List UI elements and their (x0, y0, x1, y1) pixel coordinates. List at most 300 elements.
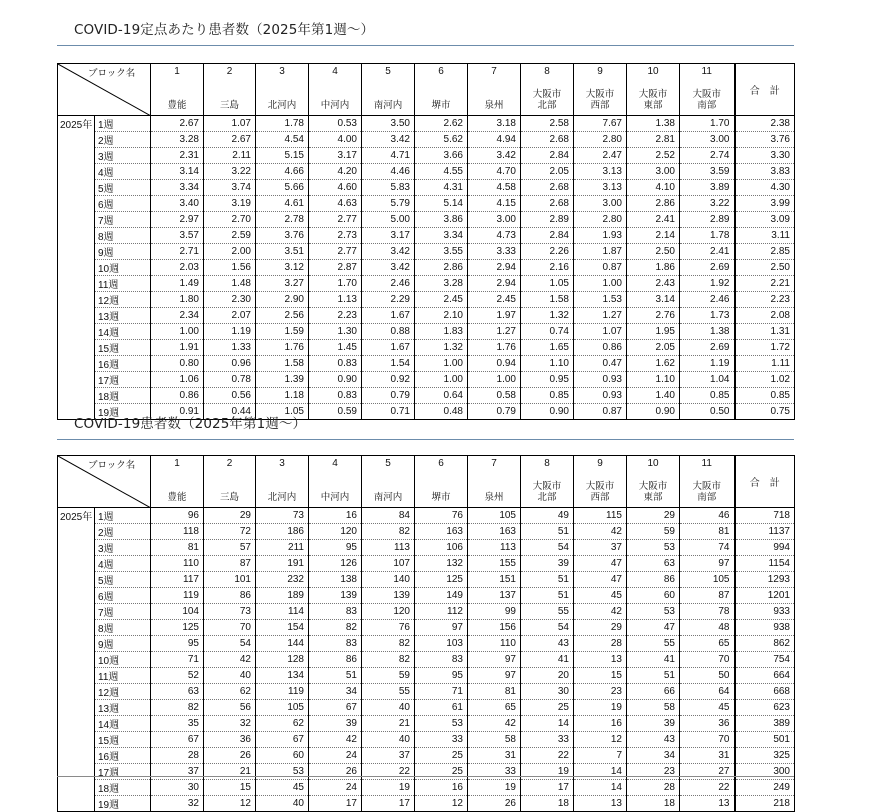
column-number: 10 (647, 458, 659, 469)
value-cell: 2.26 (521, 244, 574, 260)
column-header (204, 64, 256, 116)
value-cell: 2.69 (680, 260, 735, 276)
week-cell: 6週 (95, 196, 151, 212)
column-name: 大阪市 (638, 481, 668, 492)
week-cell: 9週 (95, 636, 151, 652)
value-cell: 2.76 (627, 308, 680, 324)
value-cell: 82 (151, 700, 204, 716)
value-cell: 1.00 (415, 356, 468, 372)
column-number: 7 (491, 458, 497, 469)
value-cell: 51 (521, 588, 574, 604)
year-cell (58, 308, 95, 324)
value-cell: 1.87 (574, 244, 627, 260)
table-row (58, 780, 795, 796)
value-cell: 1.67 (362, 308, 415, 324)
year-cell (58, 196, 95, 212)
rate-table (57, 63, 795, 420)
value-cell: 4.71 (362, 148, 415, 164)
corner-header (58, 456, 151, 508)
column-name: 大阪市 (532, 481, 562, 492)
value-cell: 40 (362, 700, 415, 716)
value-cell: 156 (468, 620, 521, 636)
value-cell: 1.10 (627, 372, 680, 388)
column-header (362, 456, 415, 508)
total-cell: 1.72 (735, 340, 795, 356)
value-cell: 125 (415, 572, 468, 588)
value-cell: 5.66 (256, 180, 309, 196)
value-cell: 83 (415, 652, 468, 668)
column-header (574, 64, 627, 116)
column-name: 西部 (590, 100, 610, 111)
value-cell: 1.80 (151, 292, 204, 308)
year-cell (58, 732, 95, 748)
value-cell: 0.64 (415, 388, 468, 404)
value-cell: 0.71 (362, 404, 415, 420)
total-cell: 1.31 (735, 324, 795, 340)
value-cell: 19 (468, 780, 521, 796)
value-cell: 12 (574, 732, 627, 748)
value-cell: 4.31 (415, 180, 468, 196)
value-cell: 33 (468, 764, 521, 780)
value-cell: 0.80 (151, 356, 204, 372)
value-cell: 0.59 (309, 404, 362, 420)
column-name: 大阪市 (638, 89, 668, 100)
value-cell: 2.86 (415, 260, 468, 276)
value-cell: 1.32 (415, 340, 468, 356)
value-cell: 4.10 (627, 180, 680, 196)
value-cell: 76 (415, 508, 468, 524)
value-cell: 81 (151, 540, 204, 556)
value-cell: 1.70 (680, 116, 735, 132)
value-cell: 0.53 (309, 116, 362, 132)
value-cell: 3.74 (204, 180, 256, 196)
value-cell: 1.30 (309, 324, 362, 340)
value-cell: 186 (256, 524, 309, 540)
table-row (58, 748, 795, 764)
value-cell: 86 (309, 652, 362, 668)
column-number: 11 (701, 458, 712, 469)
value-cell: 4.61 (256, 196, 309, 212)
value-cell: 49 (521, 508, 574, 524)
week-cell: 1週 (95, 116, 151, 132)
value-cell: 1.38 (627, 116, 680, 132)
column-name: 南河内 (373, 100, 403, 111)
value-cell: 3.12 (256, 260, 309, 276)
value-cell: 1.65 (521, 340, 574, 356)
value-cell: 23 (574, 684, 627, 700)
value-cell: 17 (309, 796, 362, 812)
value-cell: 37 (362, 748, 415, 764)
week-cell: 11週 (95, 668, 151, 684)
value-cell: 232 (256, 572, 309, 588)
value-cell: 139 (362, 588, 415, 604)
total-cell: 3.76 (735, 132, 795, 148)
column-name: 豊能 (167, 100, 187, 111)
week-cell: 8週 (95, 620, 151, 636)
total-cell: 4.30 (735, 180, 795, 196)
value-cell: 22 (521, 748, 574, 764)
value-cell: 29 (574, 620, 627, 636)
value-cell: 3.22 (204, 164, 256, 180)
week-cell: 13週 (95, 700, 151, 716)
value-cell: 1.58 (521, 292, 574, 308)
title-underline (57, 45, 794, 46)
year-cell (58, 620, 95, 636)
column-number: 2 (226, 66, 233, 77)
column-name: 北河内 (267, 100, 297, 111)
value-cell: 2.43 (627, 276, 680, 292)
value-cell: 0.87 (574, 260, 627, 276)
table-row (58, 652, 795, 668)
value-cell: 55 (521, 604, 574, 620)
column-name: 中河内 (320, 100, 350, 111)
table-row (58, 388, 795, 404)
value-cell: 2.07 (204, 308, 256, 324)
value-cell: 1.40 (627, 388, 680, 404)
value-cell: 3.50 (362, 116, 415, 132)
value-cell: 2.68 (521, 180, 574, 196)
week-cell: 17週 (95, 764, 151, 780)
column-name: 北部 (537, 100, 557, 111)
value-cell: 2.30 (204, 292, 256, 308)
value-cell: 2.69 (680, 340, 735, 356)
value-cell: 51 (627, 668, 680, 684)
value-cell: 25 (415, 748, 468, 764)
value-cell: 54 (521, 540, 574, 556)
value-cell: 0.86 (574, 340, 627, 356)
column-header (521, 64, 574, 116)
column-header (256, 64, 309, 116)
table-row (58, 148, 795, 164)
value-cell: 70 (680, 732, 735, 748)
year-cell (58, 540, 95, 556)
value-cell: 53 (627, 604, 680, 620)
year-cell (58, 276, 95, 292)
value-cell: 45 (680, 700, 735, 716)
value-cell: 191 (256, 556, 309, 572)
value-cell: 0.93 (574, 388, 627, 404)
value-cell: 2.45 (468, 292, 521, 308)
value-cell: 105 (680, 572, 735, 588)
table-row (58, 700, 795, 716)
year-cell (58, 260, 95, 276)
year-cell (58, 572, 95, 588)
column-header (468, 64, 521, 116)
column-name: 東部 (643, 492, 663, 503)
week-cell: 2週 (95, 524, 151, 540)
value-cell: 13 (574, 652, 627, 668)
week-cell: 4週 (95, 164, 151, 180)
value-cell: 32 (151, 796, 204, 812)
value-cell: 24 (309, 780, 362, 796)
value-cell: 2.74 (680, 148, 735, 164)
total-cell: 0.85 (735, 388, 795, 404)
value-cell: 2.14 (627, 228, 680, 244)
value-cell: 2.89 (521, 212, 574, 228)
value-cell: 34 (309, 684, 362, 700)
value-cell: 2.94 (468, 276, 521, 292)
value-cell: 1.05 (521, 276, 574, 292)
value-cell: 0.87 (574, 404, 627, 420)
column-header (574, 456, 627, 508)
value-cell: 134 (256, 668, 309, 684)
value-cell: 2.05 (627, 340, 680, 356)
value-cell: 3.42 (362, 244, 415, 260)
value-cell: 1.70 (309, 276, 362, 292)
value-cell: 40 (204, 668, 256, 684)
value-cell: 28 (574, 636, 627, 652)
total-cell: 718 (735, 508, 795, 524)
table-row (58, 540, 795, 556)
total-header: 合 計 (735, 64, 795, 116)
value-cell: 97 (680, 556, 735, 572)
year-cell (58, 556, 95, 572)
value-cell: 3.51 (256, 244, 309, 260)
value-cell: 48 (680, 620, 735, 636)
value-cell: 97 (468, 652, 521, 668)
table-row (58, 668, 795, 684)
value-cell: 86 (204, 588, 256, 604)
value-cell: 1.38 (680, 324, 735, 340)
value-cell: 17 (362, 796, 415, 812)
value-cell: 5.15 (256, 148, 309, 164)
value-cell: 3.13 (574, 164, 627, 180)
value-cell: 27 (680, 764, 735, 780)
year-cell (58, 356, 95, 372)
week-cell: 12週 (95, 292, 151, 308)
value-cell: 139 (309, 588, 362, 604)
week-cell: 3週 (95, 540, 151, 556)
value-cell: 42 (204, 652, 256, 668)
week-cell: 18週 (95, 388, 151, 404)
value-cell: 0.50 (680, 404, 735, 420)
value-cell: 21 (362, 716, 415, 732)
week-cell: 7週 (95, 212, 151, 228)
value-cell: 55 (627, 636, 680, 652)
value-cell: 12 (204, 796, 256, 812)
value-cell: 1.76 (256, 340, 309, 356)
total-cell: 623 (735, 700, 795, 716)
value-cell: 2.41 (627, 212, 680, 228)
value-cell: 3.19 (204, 196, 256, 212)
table-row (58, 212, 795, 228)
value-cell: 117 (151, 572, 204, 588)
column-header (309, 456, 362, 508)
year-cell (58, 324, 95, 340)
value-cell: 24 (309, 748, 362, 764)
value-cell: 84 (362, 508, 415, 524)
year-cell (58, 164, 95, 180)
value-cell: 1.00 (415, 372, 468, 388)
value-cell: 1.27 (468, 324, 521, 340)
table-row (58, 684, 795, 700)
year-cell (58, 780, 95, 796)
value-cell: 70 (204, 620, 256, 636)
value-cell: 53 (415, 716, 468, 732)
value-cell: 16 (309, 508, 362, 524)
total-cell: 325 (735, 748, 795, 764)
year-cell (58, 388, 95, 404)
value-cell: 110 (151, 556, 204, 572)
week-cell: 16週 (95, 748, 151, 764)
value-cell: 2.78 (256, 212, 309, 228)
value-cell: 22 (362, 764, 415, 780)
value-cell: 137 (468, 588, 521, 604)
column-name: 南河内 (373, 492, 403, 503)
value-cell: 67 (309, 700, 362, 716)
value-cell: 19 (574, 700, 627, 716)
value-cell: 118 (151, 524, 204, 540)
value-cell: 0.94 (468, 356, 521, 372)
column-name: 泉州 (484, 492, 504, 503)
value-cell: 16 (415, 780, 468, 796)
value-cell: 52 (151, 668, 204, 684)
column-header (680, 64, 735, 116)
value-cell: 25 (415, 764, 468, 780)
table-row (58, 524, 795, 540)
value-cell: 1.49 (151, 276, 204, 292)
value-cell: 25 (521, 700, 574, 716)
value-cell: 5.79 (362, 196, 415, 212)
value-cell: 42 (468, 716, 521, 732)
value-cell: 23 (627, 764, 680, 780)
value-cell: 0.74 (521, 324, 574, 340)
value-cell: 140 (362, 572, 415, 588)
value-cell: 3.42 (362, 260, 415, 276)
value-cell: 144 (256, 636, 309, 652)
value-cell: 1.19 (204, 324, 256, 340)
value-cell: 2.29 (362, 292, 415, 308)
column-number: 8 (544, 458, 550, 469)
value-cell: 4.94 (468, 132, 521, 148)
total-cell: 2.21 (735, 276, 795, 292)
total-cell: 1.02 (735, 372, 795, 388)
value-cell: 51 (521, 524, 574, 540)
value-cell: 36 (204, 732, 256, 748)
value-cell: 103 (415, 636, 468, 652)
value-cell: 119 (256, 684, 309, 700)
value-cell: 13 (574, 796, 627, 812)
table-row (58, 796, 795, 812)
value-cell: 81 (468, 684, 521, 700)
value-cell: 0.56 (204, 388, 256, 404)
week-cell: 15週 (95, 340, 151, 356)
column-name: 大阪市 (692, 481, 721, 492)
week-cell: 9週 (95, 244, 151, 260)
value-cell: 65 (680, 636, 735, 652)
value-cell: 21 (204, 764, 256, 780)
value-cell: 58 (627, 700, 680, 716)
value-cell: 62 (256, 716, 309, 732)
value-cell: 4.73 (468, 228, 521, 244)
corner-label: ブロック名 (88, 68, 136, 79)
value-cell: 45 (256, 780, 309, 796)
table-row (58, 260, 795, 276)
value-cell: 1.07 (204, 116, 256, 132)
value-cell: 3.17 (309, 148, 362, 164)
value-cell: 87 (204, 556, 256, 572)
column-name: 中河内 (320, 492, 350, 503)
table-row (58, 228, 795, 244)
year-cell: 2025年 (58, 116, 95, 132)
total-cell: 994 (735, 540, 795, 556)
value-cell: 41 (627, 652, 680, 668)
value-cell: 26 (309, 764, 362, 780)
week-cell: 12週 (95, 684, 151, 700)
value-cell: 149 (415, 588, 468, 604)
value-cell: 2.97 (151, 212, 204, 228)
value-cell: 54 (204, 636, 256, 652)
value-cell: 3.55 (415, 244, 468, 260)
value-cell: 3.00 (680, 132, 735, 148)
value-cell: 97 (415, 620, 468, 636)
value-cell: 20 (521, 668, 574, 684)
total-cell: 249 (735, 780, 795, 796)
value-cell: 42 (309, 732, 362, 748)
value-cell: 31 (468, 748, 521, 764)
value-cell: 15 (574, 668, 627, 684)
value-cell: 39 (627, 716, 680, 732)
value-cell: 189 (256, 588, 309, 604)
column-number: 11 (701, 66, 712, 77)
value-cell: 1.13 (309, 292, 362, 308)
value-cell: 97 (468, 668, 521, 684)
value-cell: 3.17 (362, 228, 415, 244)
value-cell: 2.05 (521, 164, 574, 180)
value-cell: 64 (680, 684, 735, 700)
value-cell: 1.27 (574, 308, 627, 324)
value-cell: 3.14 (627, 292, 680, 308)
value-cell: 26 (468, 796, 521, 812)
value-cell: 1.45 (309, 340, 362, 356)
value-cell: 4.00 (309, 132, 362, 148)
value-cell: 1.10 (521, 356, 574, 372)
value-cell: 5.62 (415, 132, 468, 148)
value-cell: 0.92 (362, 372, 415, 388)
value-cell: 4.55 (415, 164, 468, 180)
value-cell: 211 (256, 540, 309, 556)
table-row (58, 588, 795, 604)
value-cell: 1.04 (680, 372, 735, 388)
value-cell: 41 (521, 652, 574, 668)
column-name: 堺市 (431, 100, 451, 111)
value-cell: 53 (256, 764, 309, 780)
bottom-divider (57, 776, 794, 777)
column-name: 泉州 (484, 100, 504, 111)
table-row (58, 732, 795, 748)
value-cell: 19 (521, 764, 574, 780)
value-cell: 1.18 (256, 388, 309, 404)
value-cell: 59 (362, 668, 415, 684)
year-cell (58, 292, 95, 308)
column-name: 大阪市 (692, 89, 721, 100)
week-cell: 18週 (95, 780, 151, 796)
value-cell: 2.10 (415, 308, 468, 324)
year-cell (58, 148, 95, 164)
column-header (256, 456, 309, 508)
value-cell: 45 (574, 588, 627, 604)
value-cell: 66 (627, 684, 680, 700)
week-cell: 15週 (95, 732, 151, 748)
column-number: 10 (647, 66, 659, 77)
year-cell (58, 228, 95, 244)
value-cell: 1.05 (256, 404, 309, 420)
total-cell: 938 (735, 620, 795, 636)
column-name: 北部 (537, 492, 557, 503)
value-cell: 2.94 (468, 260, 521, 276)
value-cell: 2.31 (151, 148, 204, 164)
table-row (58, 276, 795, 292)
